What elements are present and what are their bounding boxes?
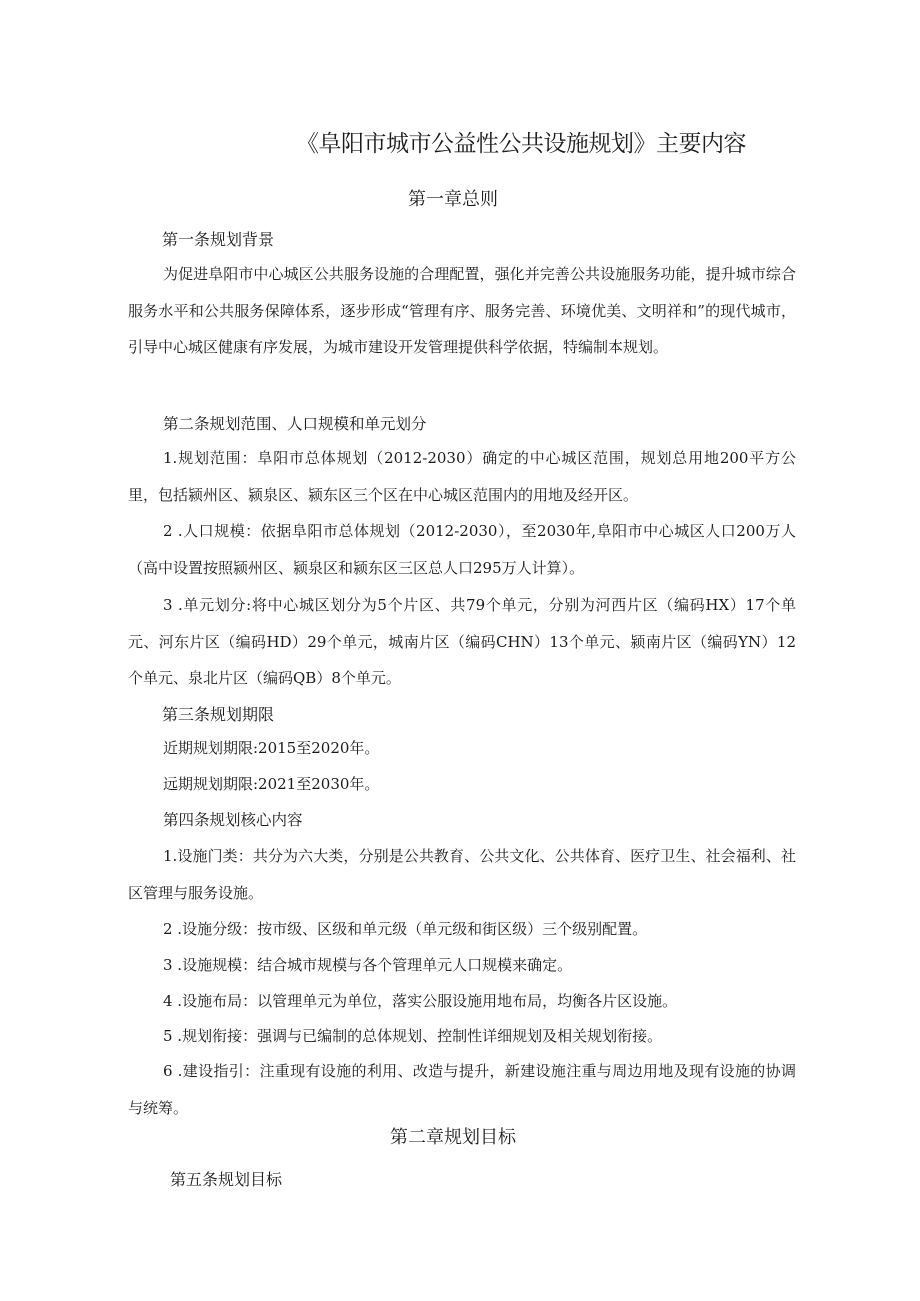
article-5-heading: 第五条规划目标 — [170, 1170, 283, 1189]
article-2-item-2: 2 .人口规模：依据阜阳市总体规划（2012-2030），至2030年,阜阳市中心城区人口200万人（高中设置按照颍州区、颍泉区和颍东区三区总人口295万人计算）。 — [128, 522, 796, 577]
article-1-heading: 第一条规划背景 — [162, 230, 275, 249]
article-4-item-5: 5 .规划衔接：强调与已编制的总体规划、控制性详细规划及相关规划衔接。 — [163, 1027, 663, 1045]
article-4-item-3: 3 .设施规模：结合城市规模与各个管理单元人口规模来确定。 — [163, 956, 573, 974]
article-3-heading: 第三条规划期限 — [162, 705, 275, 724]
article-4-heading: 第四条规划核心内容 — [163, 811, 303, 829]
article-2-heading: 第二条规划范围、人口规模和单元划分 — [163, 415, 427, 433]
article-4-item-2: 2 .设施分级：按市级、区级和单元级（单元级和街区级）三个级别配置。 — [163, 920, 648, 938]
article-3-long-term: 远期规划期限:2021至2030年。 — [163, 775, 380, 793]
document-title: 《阜阳市城市公益性公共设施规划》主要内容 — [296, 131, 746, 157]
article-2-item-1: 1.规划范围：阜阳市总体规划（2012-2030）确定的中心城区范围，规划总用地200平方公里，包括颍州区、颍泉区、颍东区三个区在中心城区范围内的用地及经开区。 — [128, 449, 796, 504]
chapter-2-title: 第二章规划目标 — [390, 1127, 516, 1148]
article-3-near-term: 近期规划期限:2015至2020年。 — [163, 739, 380, 757]
article-4-item-4: 4 .设施布局：以管理单元为单位，落实公服设施用地布局，均衡各片区设施。 — [163, 992, 678, 1010]
chapter-1-title: 第一章总则 — [408, 189, 498, 210]
article-2-item-3: 3 .单元划分:将中心城区划分为5个片区、共79个单元，分别为河西片区（编码HX）17个单元、河东片区（编码HD）29个单元，城南片区（编码CHN）13个单元、颍南片区（编码YN）12个单元、泉北片区（编码QB）8个单元。 — [128, 596, 796, 687]
article-4-item-6: 6 .建设指引：注重现有设施的利用、改造与提升，新建设施注重与周边用地及现有设施的协调与统筹。 — [128, 1062, 796, 1117]
article-1-text: 为促进阜阳市中心城区公共服务设施的合理配置，强化并完善公共设施服务功能，提升城市综合服务水平和公共服务保障体系，逐步形成“管理有序、服务完善、环境优美、文明祥和”的现代城市，引导中心城区健康有序发展，为城市建设开发管理提供科学依据，特编制本规划。 — [128, 265, 796, 356]
article-4-item-1: 1.设施门类：共分为六大类，分别是公共教育、公共文化、公共体育、医疗卫生、社会福利、社区管理与服务设施。 — [128, 847, 796, 902]
